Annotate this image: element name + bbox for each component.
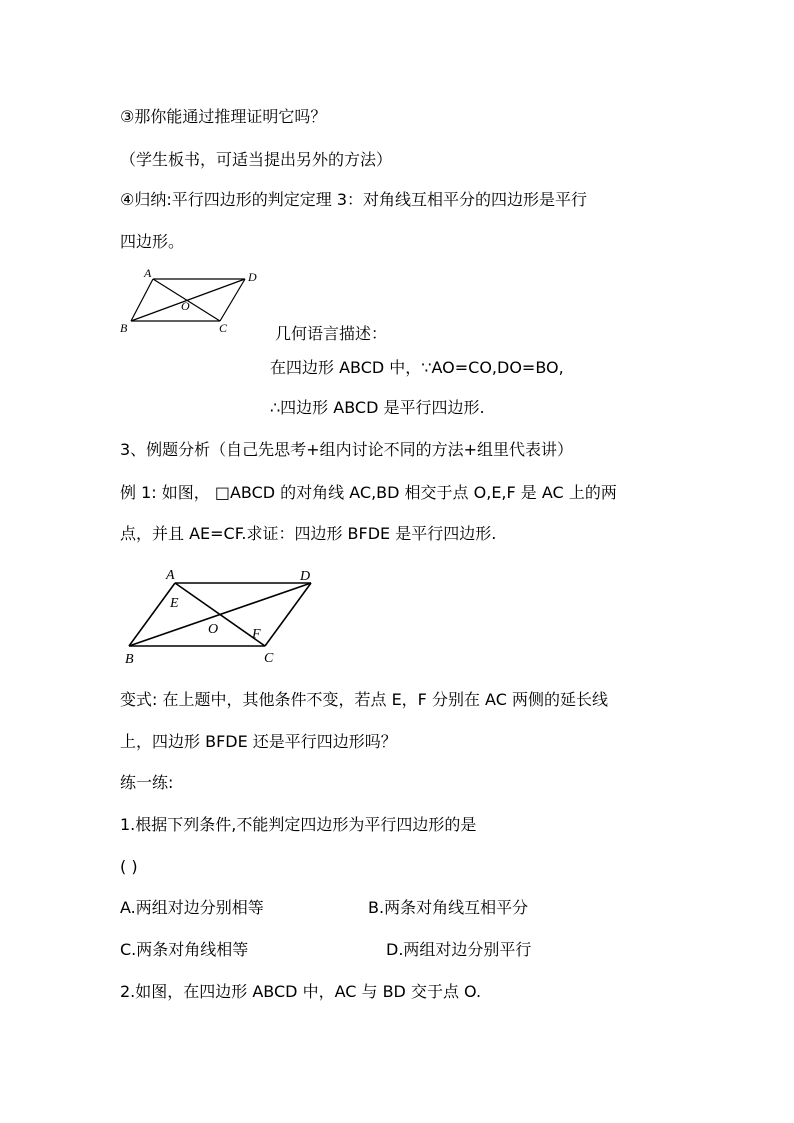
fig2-label-a: A	[166, 568, 175, 583]
fig2-label-d: D	[300, 569, 311, 584]
fig2-diagonal-bd	[129, 583, 311, 646]
text-line-theorem-cont: 四边形。	[120, 232, 185, 251]
example-analysis-heading: 3、例题分析（自己先思考+组内讨论不同的方法+组里代表讲）	[120, 440, 573, 459]
text-line-theorem: ④归纳:平行四边形的判定定理 3：对角线互相平分的四边形是平行	[120, 190, 588, 209]
option-d: D.两组对边分别平行	[386, 940, 532, 959]
fig2-label-o: O	[208, 622, 219, 637]
geometry-given-line: 在四边形 ABCD 中，∵AO=CO,DO=BO,	[270, 358, 564, 377]
text-line-prove: ③那你能通过推理证明它吗？	[120, 107, 327, 126]
parallelogram-figure-1	[115, 264, 265, 336]
fig1-label-b: B	[120, 321, 128, 335]
fig2-side-dc	[265, 583, 311, 646]
option-c: C.两条对角线相等	[120, 940, 249, 959]
fig2-side-ba	[129, 583, 175, 646]
parallelogram-figure-2	[115, 563, 325, 669]
fig2-label-c: C	[264, 651, 274, 666]
example-1-line-2: 点，并且 AE=CF.求证：四边形 BFDE 是平行四边形.	[120, 524, 497, 543]
fig1-side-dc	[220, 279, 245, 321]
variant-line-1: 变式: 在上题中，其他条件不变，若点 E，F 分别在 AC 两侧的延长线	[120, 690, 608, 709]
fig1-label-o: O	[181, 299, 190, 313]
option-a: A.两组对边分别相等	[120, 898, 264, 917]
fig2-label-f: F	[252, 627, 261, 642]
fig2-label-b: B	[125, 652, 134, 667]
geometry-conclusion-line: ∴四边形 ABCD 是平行四边形.	[270, 398, 485, 417]
question-1: 1.根据下列条件,不能判定四边形为平行四边形的是	[120, 815, 477, 834]
fig1-label-c: C	[219, 321, 228, 335]
example-1-line-1: 例 1: 如图， □ABCD 的对角线 AC,BD 相交于点 O,E,F 是 AC 上的两	[120, 483, 617, 502]
text-line-student-board: （学生板书，可适当提出另外的方法）	[120, 150, 393, 169]
fig1-label-d: D	[248, 270, 257, 284]
option-b: B.两条对角线互相平分	[368, 898, 529, 917]
practice-heading: 练一练:	[120, 773, 174, 792]
fig1-label-a: A	[144, 266, 152, 280]
geometry-language-heading: 几何语言描述：	[275, 324, 388, 343]
fig2-label-e: E	[170, 596, 179, 611]
question-2: 2.如图，在四边形 ABCD 中，AC 与 BD 交于点 O.	[120, 982, 482, 1001]
question-1-answer-blank: ( )	[120, 857, 138, 876]
variant-line-2: 上，四边形 BFDE 还是平行四边形吗？	[120, 732, 397, 751]
